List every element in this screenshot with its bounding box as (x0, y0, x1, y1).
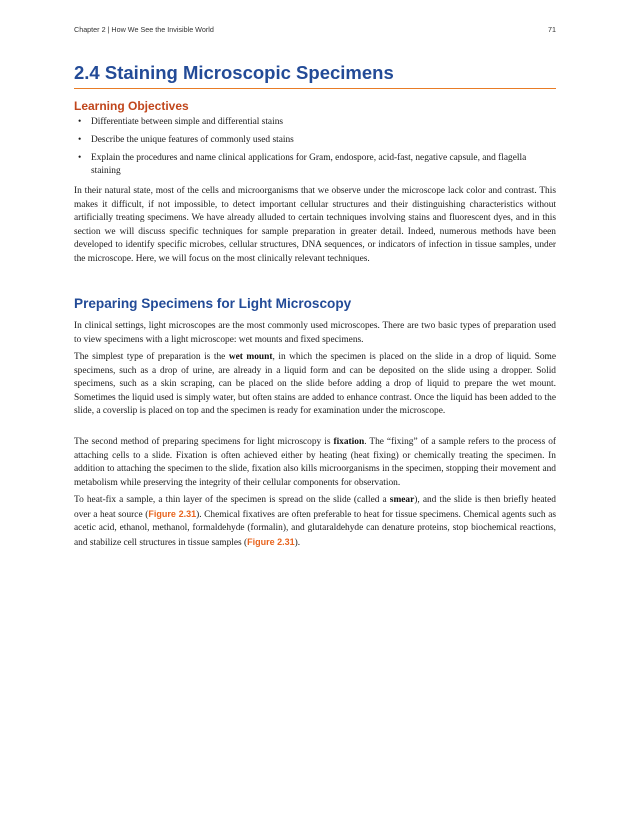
running-head (74, 25, 556, 37)
learning-objectives-list (74, 116, 556, 183)
term-smear: smear (389, 495, 415, 505)
paragraph-text: , in which the specimen is placed on the slide in a drop of liquid. Some specimens, such as a drop of urine, are already in a liquid form and can be deposited on the slide using a dropper. Solid specimens, such as a skin scraping, can be placed on the slide before adding a drop of liquid to prepare the wet mount. Sometimes the liquid used is simply water, but often stains are added to enhance contrast. Once the liquid has been added to the slide, a coverslip is placed on top and the specimen is ready for examination under the microscope. (74, 352, 556, 417)
paragraph-text: The simplest type of preparation is the (74, 352, 229, 362)
term-wet-mount: wet mount (228, 352, 273, 362)
learning-objectives-heading: Learning Objectives (74, 99, 189, 113)
paragraph-fixation (74, 436, 556, 490)
bullet-icon: • (78, 135, 82, 145)
learning-objective-item (74, 152, 556, 178)
figure-link-2-31[interactable]: Figure 2.31 (247, 536, 295, 547)
paragraph-text: . The “fixing” of a sample refers to the process of attaching cells to a slide. Fixation is often achieved either by heating (heat fixing) or chemically treating the specimen. In addition to attaching the specimen to the slide, fixation also kills microorganisms in the specimen, stopping their movement and metabolism while preserving the integrity of their cellular components for observation. (74, 437, 557, 488)
paragraph-text: ). Chemical fixatives are often preferable to heat for tissue specimens. Chemical agents such as acetic acid, ethanol, methanol, formaldehyde (formalin), and glutaraldehyde can denature proteins, stop biochemical reactions, and stabilize cell structures in tissue samples ( (74, 509, 557, 548)
subsection-title: Preparing Specimens for Light Microscopy (74, 296, 352, 311)
learning-objective-text: Differentiate between simple and differential stains (91, 117, 284, 127)
learning-objective-item (74, 116, 556, 129)
learning-objective-text: Describe the unique features of commonly used stains (91, 135, 294, 145)
paragraph-text: ). (294, 537, 301, 548)
term-fixation: fixation (333, 437, 365, 447)
intro-paragraph: In their natural state, most of the cells and microorganisms that we observe under the microscope lack color and contrast. This makes it difficult, if not impossible, to detect important cellular structures and their distinguishing characteristics without artificially treating specimens. We have already alluded to certain techniques involving stains and fluorescent dyes, and in this section we will discuss specific techniques for sample preparation in greater detail. Indeed, numerous methods have been developed to identify specific microbes, cellular structures, DNA sequences, or indicators of infection in tissue samples, under the microscope. Here, we will focus on the most clinically relevant techniques. (74, 186, 556, 264)
paragraph-wet-mount (74, 351, 556, 419)
bullet-icon: • (78, 117, 82, 127)
figure-link-2-31[interactable]: Figure 2.31 (148, 508, 197, 519)
paragraph-text: To heat-fix a sample, a thin layer of the specimen is spread on the slide (called a (74, 495, 390, 505)
learning-objective-item (74, 134, 556, 147)
paragraph-heat-fix (74, 494, 556, 550)
paragraph-light-microscopes: In clinical settings, light microscopes are the most commonly used microscopes. There are two basic types of preparation used to view specimens with a light microscope: wet mounts and fixed specimens. (74, 321, 556, 345)
learning-objective-text: Explain the procedures and name clinical applications for Gram, endospore, acid-fast, negative capsule, and flagella staining (91, 153, 527, 176)
section-title: 2.4 Staining Microscopic Specimens (74, 62, 394, 83)
paragraph-text: ), and the slide is then briefly heated over a heat source ( (74, 495, 556, 520)
paragraph-text: The second method of preparing specimens for light microscopy is (74, 437, 334, 447)
page-number: 71 (548, 25, 556, 34)
title-divider (74, 88, 556, 89)
running-head-chapter: Chapter 2 | How We See the Invisible World (74, 25, 214, 34)
bullet-icon: • (78, 153, 82, 163)
